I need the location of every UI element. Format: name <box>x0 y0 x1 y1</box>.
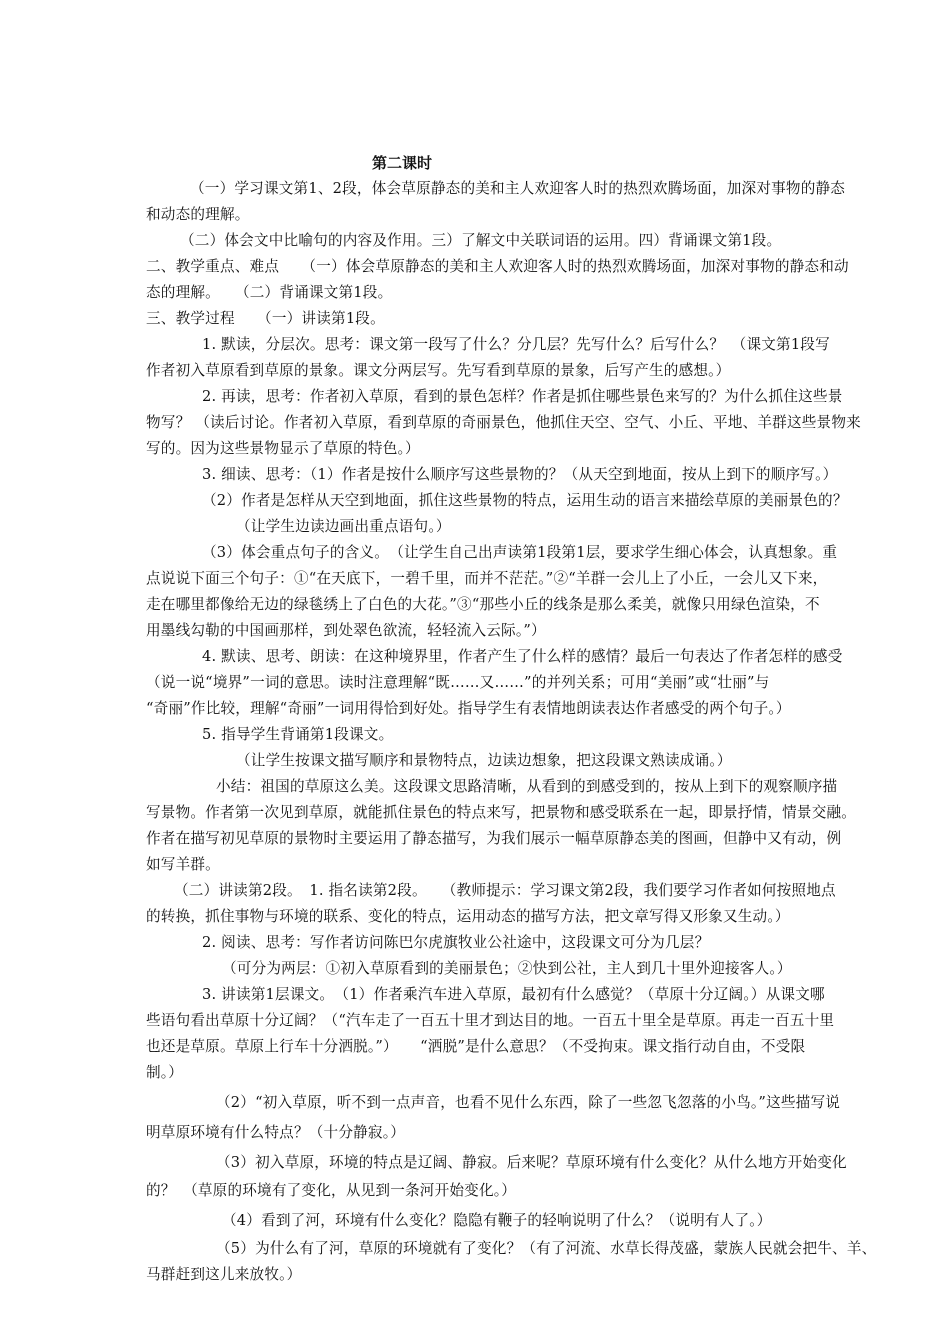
paragraph-line: （可分为两层：①初入草原看到的美丽景色；②快到公社，主人到几十里外迎接客人。） <box>222 960 792 977</box>
paragraph-line: 的转换，抓住事物与环境的联系、变化的特点，运用动态的描写方法，把文章写得又形象又生动。） <box>146 908 790 925</box>
paragraph-line: 制。） <box>146 1064 184 1081</box>
paragraph-line: 3. 细读、思考：（1）作者是按什么顺序写这些景物的？（从天空到地面，按从上到下的顺序写。） <box>202 466 838 483</box>
paragraph-line: “奇丽”作比较，理解“奇丽”一词用得恰到好处。指导学生有表情地朗读表达作者感受的两个句子。） <box>146 700 791 717</box>
summary-line: 作者在描写初见草原的景物时主要运用了静态描写，为我们展示一幅草原静态美的图画，但静中又有动，例 <box>146 830 842 847</box>
objective-line-2: 和动态的理解。 <box>146 206 250 223</box>
paragraph-line: （4）看到了河，环境有什么变化？隐隐有鞭子的轻响说明了什么？（说明有人了。） <box>222 1212 772 1229</box>
paragraph-line: （2）“初入草原，听不到一点声音，也看不见什么东西，除了一些忽飞忽落的小鸟。”这些描写说 <box>216 1094 841 1111</box>
objective-line-3: （二）体会文中比喻句的内容及作用。三）了解文中关联词语的运用。四）背诵课文第1段。 <box>180 232 782 249</box>
paragraph-line: 物写？ （读后讨论。作者初入草原，看到草原的奇丽景色，他抓住天空、空气、小丘、平地、羊群这些景物来 <box>146 414 861 431</box>
paragraph-line: 用墨线勾勒的中国画那样，到处翠色欲流，轻轻流入云际。”） <box>146 622 546 639</box>
paragraph-line: 3. 讲读第1层课文。 （1）作者乘汽车进入草原，最初有什么感觉？（草原十分辽阔。）从课文哪 <box>202 986 825 1003</box>
paragraph-line: （2）作者是怎样从天空到地面，抓住这些景物的特点，运用生动的语言来描绘草原的美丽景色的？ <box>202 492 848 509</box>
paragraph-line: 明草原环境有什么特点？（十分静寂。） <box>146 1124 405 1141</box>
paragraph-line: 写的。因为这些景物显示了草原的特色。） <box>146 440 420 457</box>
paragraph-line: 2. 阅读、思考：写作者访问陈巴尔虎旗牧业公社途中，这段课文可分为几层？ <box>202 934 710 951</box>
paragraph-line: 1. 默读，分层次。思考：课文第一段写了什么？分几层？先写什么？后写什么？ （课文第1段写 <box>202 336 830 353</box>
paragraph-line: 作者初入草原看到草原的景象。课文分两层写。先写看到草原的景象，后写产生的感想。） <box>146 362 731 379</box>
paragraph-line: 点说说下面三个句子：①“在天底下，一碧千里，而并不茫茫。”②“羊群一会儿上了小丘，一会儿又下来， <box>146 570 828 587</box>
paragraph-line: 走在哪里都像给无边的绿毯绣上了白色的大花。”③“那些小丘的线条是那么柔美，就像只用绿色渲染，不 <box>146 596 820 613</box>
summary-line: 小结：祖国的草原这么美。这段课文思路清晰，从看到的到感受到的，按从上到下的观察顺序描 <box>216 778 838 795</box>
paragraph-line: 些语句看出草原十分辽阔？（“汽车走了一百五十里才到达目的地。一百五十里全是草原。再走一百五十里 <box>146 1012 835 1029</box>
paragraph-line: 4. 默读、思考、朗读：在这种境界里，作者产生了什么样的感情？最后一句表达了作者怎样的感受 <box>202 648 843 665</box>
summary-line: 写景物。作者第一次见到草原，就能抓住景色的特点来写，把景物和感受联系在一起，即景抒情，情景交融。 <box>146 804 857 821</box>
paragraph-line: 的？ （草原的环境有了变化，从见到一条河开始变化。） <box>146 1182 517 1199</box>
paragraph-line: （让学生边读边画出重点语句。） <box>236 518 451 535</box>
paragraph-line: 5. 指导学生背诵第1段课文。 <box>202 726 394 743</box>
paragraph-line: 也还是草原。草原上行车十分洒脱。”） “洒脱”是什么意思？（不受拘束。课文指行动自由，不受限 <box>146 1038 806 1055</box>
paragraph-line: （5）为什么有了河，草原的环境就有了变化？（有了河流、水草长得茂盛，蒙族人民就会把牛、羊、 <box>216 1240 877 1257</box>
process-heading: 三、教学过程 （一）讲读第1段。 <box>146 310 385 327</box>
paragraph-line: （3）初入草原，环境的特点是辽阔、静寂。后来呢？草原环境有什么变化？从什么地方开始变化 <box>216 1154 847 1171</box>
key-points-line-2: 态的理解。 （二）背诵课文第1段。 <box>146 284 393 301</box>
key-points-line-1: 二、教学重点、难点 （一）体会草原静态的美和主人欢迎客人时的热烈欢腾场面，加深对事物的静态和动 <box>146 258 849 275</box>
objective-line-1: （一）学习课文第1、2段，体会草原静态的美和主人欢迎客人时的热烈欢腾场面，加深对事物的静态 <box>190 180 846 197</box>
paragraph-line: （二）讲读第2段。 1. 指名读第2段。 （教师提示：学习课文第2段，我们要学习作者如何按照地点 <box>174 882 836 899</box>
paragraph-line: 马群赶到这儿来放牧。） <box>146 1266 302 1283</box>
paragraph-line: 2. 再读，思考：作者初入草原，看到的景色怎样？作者是抓住哪些景色来写的？为什么抓住这些景 <box>202 388 843 405</box>
lesson-title: 第二课时 <box>372 154 433 172</box>
paragraph-line: （说一说“境界”一词的意思。读时注意理解“既……又……”的并列关系；可用“美丽”或“壮丽”与 <box>146 674 770 691</box>
paragraph-line: （让学生按课文描写顺序和景物特点，边读边想象，把这段课文熟读成诵。） <box>236 752 732 769</box>
summary-line: 如写羊群。 <box>146 856 220 873</box>
paragraph-line: （3）体会重点句子的含义。 （让学生自己出声读第1段第1层，要求学生细心体会，认真想象。重 <box>202 544 838 561</box>
